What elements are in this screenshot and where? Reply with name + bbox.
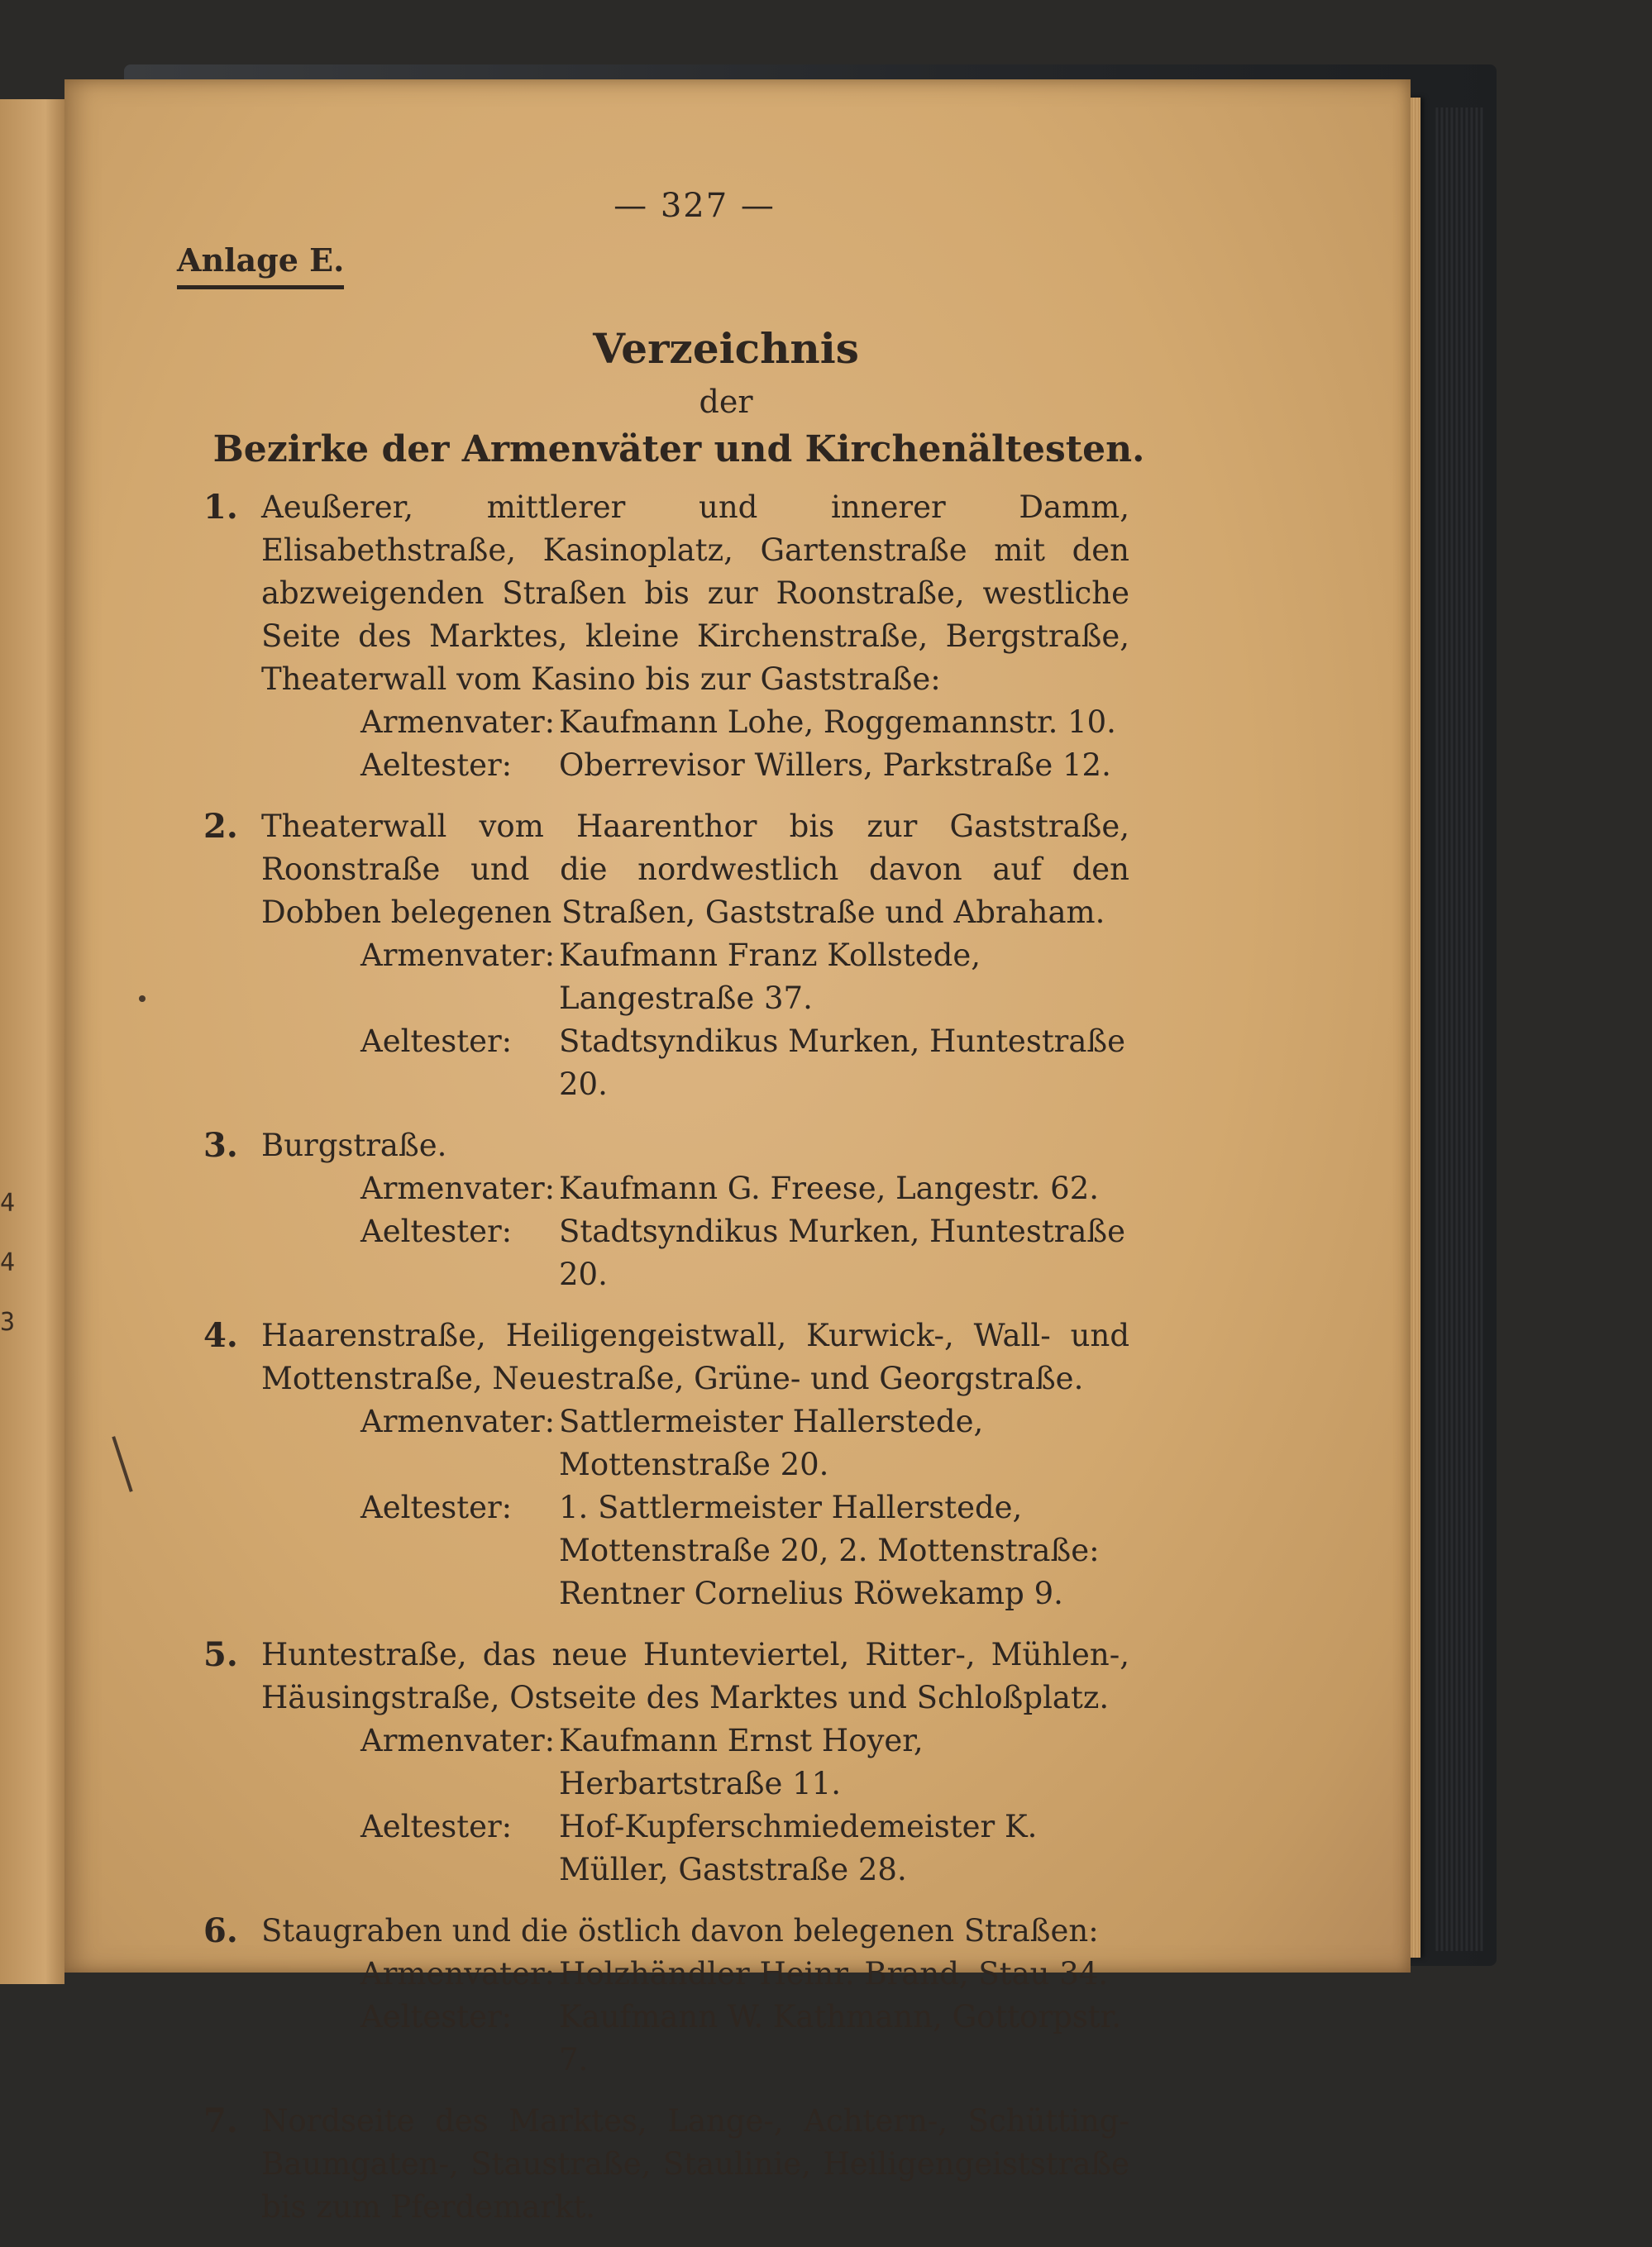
facing-page-mark: 3: [0, 1308, 16, 1337]
page-title: Verzeichnis: [593, 324, 859, 373]
district-entry: [203, 2100, 1129, 2229]
district-entry: [203, 486, 1129, 787]
district-description: Nordseite des Marktes, Lange-, Achtern-, Schütting- Baumgaten-, Staustraße, Staulinie, Heiligengeiststraße bis zum Pferdemarkt.: [261, 2103, 1129, 2225]
official-line: [360, 1486, 1129, 1615]
district-description: Haarenstraße, Heiligengeistwall, Kurwick-, Wall- und Mottenstraße, Neuestraße, Grüne- und Georgstraße.: [261, 1318, 1129, 1396]
district-number: 2.: [203, 807, 238, 846]
facing-page-edge: [0, 99, 64, 1984]
official-line: [360, 1400, 1129, 1486]
official-details: Kaufmann Lohe, Roggemannstr. 10.: [559, 704, 1116, 740]
facing-page-mark: 4: [0, 1189, 16, 1218]
official-role: Armenvater:: [360, 1171, 556, 1206]
district-number: 1.: [203, 488, 238, 527]
district-entry: [203, 805, 1129, 1106]
official-line: [360, 1806, 1129, 1892]
official-role: Aeltester:: [360, 747, 513, 783]
appendix-label: Anlage E.: [177, 241, 344, 289]
official-role: Armenvater:: [360, 1404, 556, 1439]
district-entry: [203, 1314, 1129, 1615]
official-details: Sattlermeister Hallerstede, Mottenstraße 20.: [559, 1404, 984, 1482]
official-line: [360, 1720, 1129, 1806]
facing-page-mark: 4: [0, 1248, 16, 1277]
district-number: 3.: [203, 1126, 238, 1165]
official-role: Aeltester:: [360, 1490, 513, 1525]
official-role: Aeltester:: [360, 1809, 513, 1844]
official-role: Armenvater:: [360, 1723, 556, 1758]
district-number: 5.: [203, 1635, 238, 1674]
district-description: Staugraben und die östlich davon belegenen Straßen:: [261, 1913, 1099, 1949]
district-list: [203, 486, 1129, 2247]
official-line: [360, 1953, 1129, 1996]
district-number: 7.: [203, 2101, 238, 2140]
facing-page-marks: [0, 1174, 17, 1352]
official-details: Hof-Kupferschmiedemeister K. Müller, Gaststraße 28.: [559, 1809, 1038, 1887]
book-page: [64, 79, 1411, 2225]
page-content: [64, 79, 1411, 2225]
district-number: 6.: [203, 1911, 238, 1950]
official-details: Kaufmann Ernst Hoyer, Herbartstraße 11.: [559, 1723, 924, 1801]
official-line: [360, 1020, 1129, 1106]
official-details: Kaufmann W. Kathmann, Gottorpstr. 7.: [559, 1999, 1122, 2078]
ink-mark: [112, 1436, 132, 1492]
ink-speck: [139, 995, 146, 1002]
official-role: Aeltester:: [360, 1999, 513, 2035]
official-line: [360, 1996, 1129, 2082]
district-entry: [203, 1124, 1129, 1296]
page-number: — 327 —: [614, 187, 776, 225]
title-connector: der: [699, 384, 753, 420]
district-number: 4.: [203, 1316, 238, 1355]
book-cover-edge: [1435, 107, 1484, 1951]
official-line: [360, 744, 1129, 787]
official-role: Aeltester:: [360, 1214, 513, 1249]
district-description: Huntestraße, das neue Hunteviertel, Ritter-, Mühlen-, Häusingstraße, Ostseite des Marktes und Schloßplatz.: [261, 1637, 1129, 1715]
official-role: Armenvater:: [360, 1956, 556, 1992]
official-role: Armenvater:: [360, 704, 556, 740]
district-description: Theaterwall vom Haarenthor bis zur Gaststraße, Roonstraße und die nordwestlich davon auf den Dobben belegenen Straßen, Gaststraße und Abraham.: [261, 809, 1129, 930]
official-details: Oberrevisor Willers, Parkstraße 12.: [559, 747, 1111, 783]
official-details: Kaufmann G. Freese, Langestr. 62.: [559, 1171, 1099, 1206]
page-subtitle: Bezirke der Armenväter und Kirchenältesten.: [212, 428, 1145, 470]
official-role: Armenvater:: [360, 937, 556, 973]
official-details: Holzhändler Heinr. Brand, Stau 34.: [559, 1956, 1109, 1992]
official-details: Stadtsyndikus Murken, Huntestraße 20.: [559, 1023, 1126, 1102]
official-details: Kaufmann Franz Kollstede, Langestraße 37.: [559, 937, 981, 1016]
district-entry: [203, 1634, 1129, 1892]
official-line: [360, 1210, 1129, 1296]
district-description: Aeußerer, mittlerer und innerer Damm, Elisabethstraße, Kasinoplatz, Gartenstraße mit den abzweigenden Straßen bis zur Roonstraße, westliche Seite des Marktes, kleine Kirchenstraße, Bergstraße, Theaterwall vom Kasino bis zur Gaststraße:: [261, 489, 1129, 697]
official-details: 1. Sattlermeister Hallerstede, Mottenstraße 20, 2. Mottenstraße: Rentner Cornelius Röwekamp 9.: [559, 1490, 1100, 1611]
official-line: [360, 934, 1129, 1020]
district-description: Burgstraße.: [261, 1128, 447, 1163]
district-entry: [203, 1910, 1129, 2082]
official-line: [360, 701, 1129, 744]
official-role: Aeltester:: [360, 1023, 513, 1059]
official-details: Stadtsyndikus Murken, Huntestraße 20.: [559, 1214, 1126, 1292]
official-line: [360, 1167, 1129, 1210]
